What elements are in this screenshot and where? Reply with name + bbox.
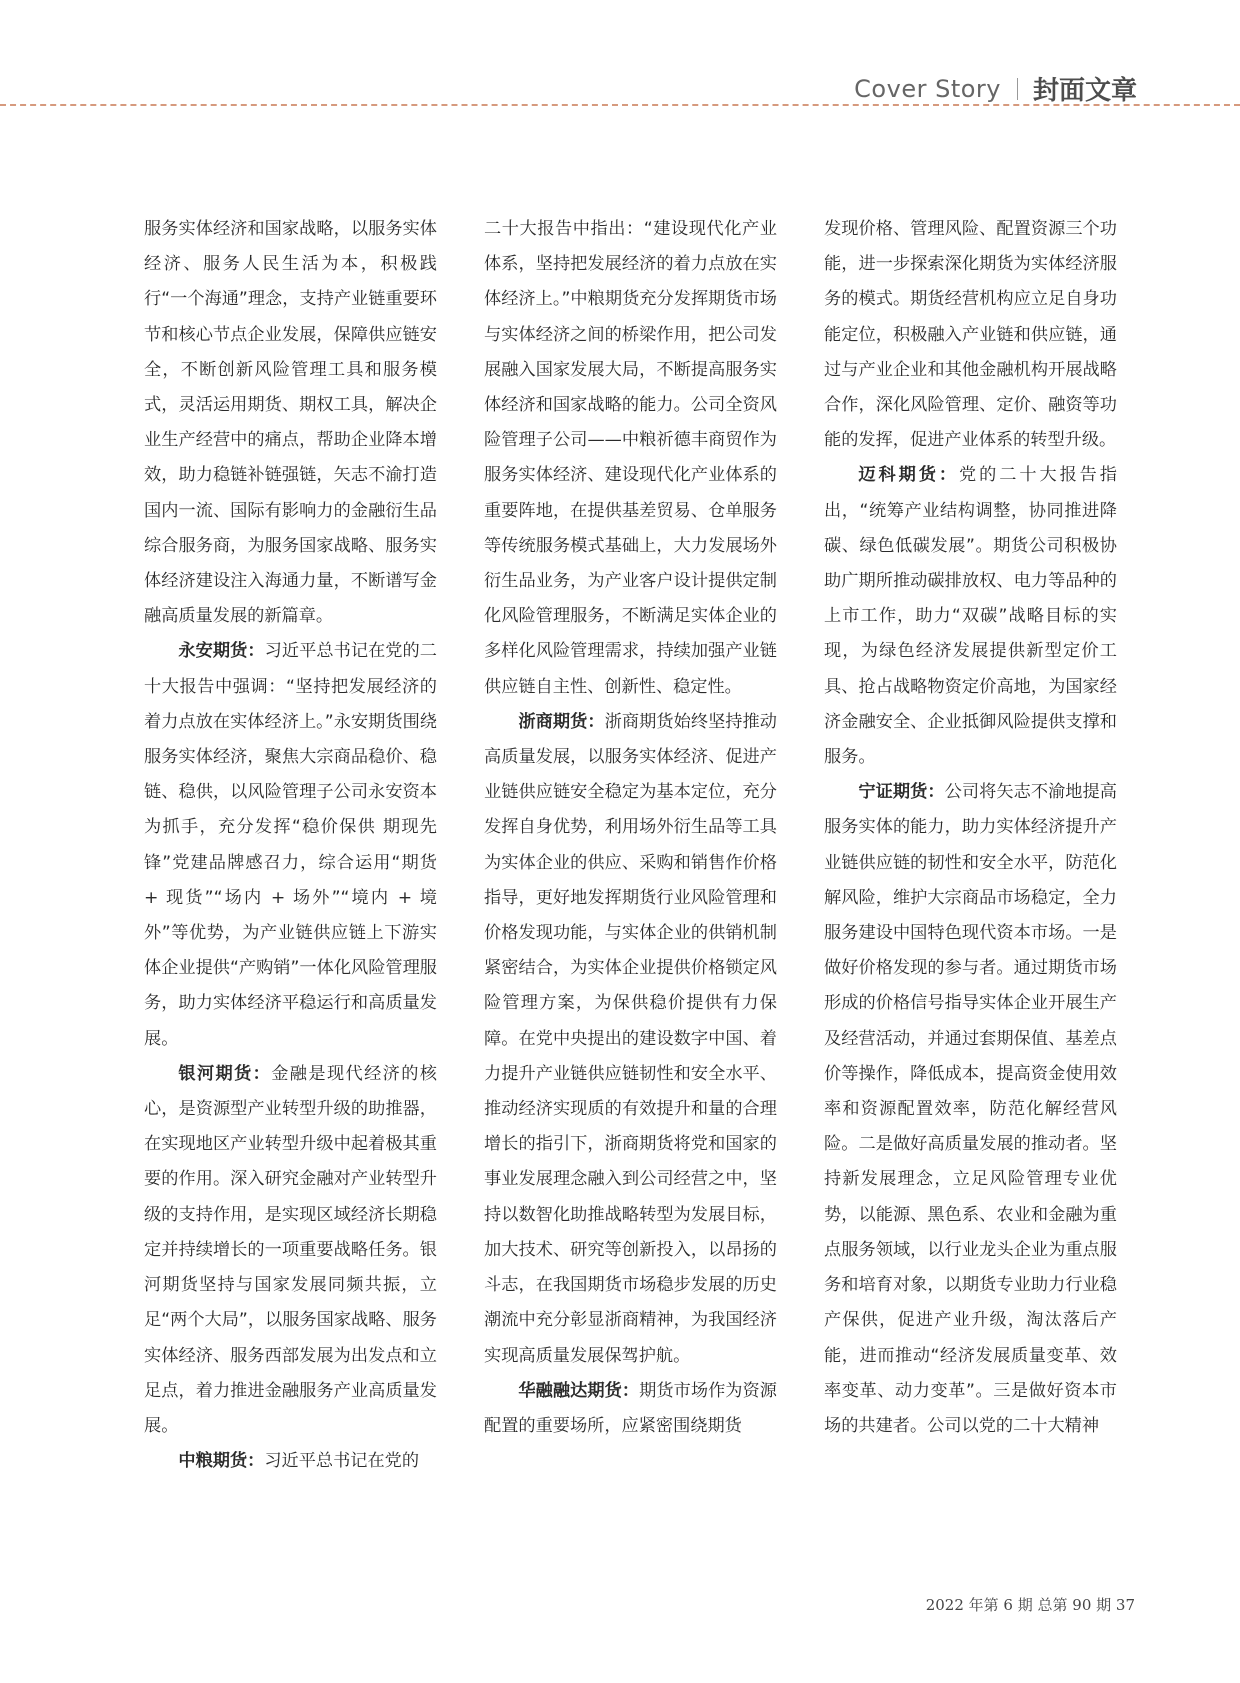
article-paragraph [144, 1444, 437, 1479]
paragraph-text: 期货市场作为资源配置的重要场所，应紧密围绕期货 [484, 1380, 777, 1436]
section-title-cn: 封面文章 [1032, 76, 1137, 106]
company-label: 中粮期货： [178, 1451, 265, 1472]
article-column-1 [144, 212, 437, 1479]
article-column-2 [484, 212, 777, 1479]
company-label: 宁证期货： [858, 782, 945, 803]
article-paragraph [824, 458, 1117, 775]
article-paragraph [144, 634, 437, 1056]
company-label: 华融融达期货： [518, 1380, 640, 1401]
company-label: 永安期货： [178, 641, 265, 662]
company-label: 银河期货： [178, 1063, 272, 1084]
paragraph-text: 浙商期货始终坚持推动高质量发展，以服务实体经济、促进产业链供应链安全稳定为基本定位，充分发挥自身优势，利用场外衍生品等工具为实体企业的供应、采购和销售作价格指导，更好地发挥期货行业风险管理和价格发现功能，与实体企业的供销机制紧密结合，为实体企业提供价格锁定风险管理方案，为保供稳价提供有力保障。在党中央提出的建设数字中国、着力提升产业链供应链韧性和安全水平、推动经济实现质的有效提升和量的合理增长的指引下，浙商期货将党和国家的事业发展理念融入到公司经营之中，坚持以数智化助推战略转型为发展目标，加大技术、研究等创新投入，以昂扬的斗志，在我国期货市场稳步发展的历史潮流中充分彰显浙商精神，为我国经济实现高质量发展保驾护航。 [484, 711, 777, 1366]
article-column-3 [824, 212, 1117, 1479]
paragraph-text: 二十大报告中指出：“建设现代化产业体系，坚持把发展经济的着力点放在实体经济上。”中粮期货充分发挥期货市场与实体经济之间的桥梁作用，把公司发展融入国家发展大局，不断提高服务实体经济和国家战略的能力。公司全资风险管理子公司——中粮祈德丰商贸作为服务实体经济、建设现代化产业体系的重要阵地，在提供基差贸易、仓单服务等传统服务模式基础上，大力发展场外衍生品业务，为产业客户设计提供定制化风险管理服务，不断满足实体企业的多样化风险管理需求，持续加强产业链供应链自主性、创新性、稳定性。 [484, 219, 777, 697]
paragraph-text: 习近平总书记在党的二十大报告中强调：“坚持把发展经济的着力点放在实体经济上。”永安期货围绕服务实体经济，聚焦大宗商品稳价、稳链、稳供，以风险管理子公司永安资本为抓手，充分发挥“稳价保供 期现先锋”党建品牌感召力，综合运用“期货 + 现货”“场内 + 场外”“境内 + 境外”等优势，为产业链供应链上下游实体企业提供“产购销”一体化风险管理服务，助力实体经济平稳运行和高质量发展。 [144, 641, 437, 1049]
paragraph-text: 公司将矢志不渝地提高服务实体的能力，助力实体经济提升产业链供应链的韧性和安全水平，防范化解风险，维护大宗商品市场稳定，全力服务建设中国特色现代资本市场。一是做好价格发现的参与者。通过期货市场形成的价格信号指导实体企业开展生产及经营活动，并通过套期保值、基差点价等操作，降低成本，提高资金使用效率和资源配置效率，防范化解经营风险。二是做好高质量发展的推动者。坚持新发展理念，立足风险管理专业优势，以能源、黑色系、农业和金融为重点服务领域，以行业龙头企业为重点服务和培育对象，以期货专业助力行业稳产保供，促进产业升级，淘汰落后产能，进而推动“经济发展质量变革、效率变革、动力变革”。三是做好资本市场的共建者。公司以党的二十大精神 [824, 782, 1117, 1436]
header-dashed-rule [0, 104, 1240, 106]
article-paragraph [824, 775, 1117, 1444]
paragraph-text: 发现价格、管理风险、配置资源三个功能，进一步探索深化期货为实体经济服务的模式。期货经营机构应立足自身功能定位，积极融入产业链和供应链，通过与产业企业和其他金融机构开展战略合作，深化风险管理、定价、融资等功能的发挥，促进产业体系的转型升级。 [824, 219, 1117, 451]
company-label: 浙商期货： [518, 711, 605, 732]
section-header [854, 70, 1137, 107]
article-paragraph [484, 1374, 777, 1444]
paragraph-text: 习近平总书记在党的 [264, 1451, 420, 1472]
article-paragraph [144, 212, 437, 634]
paragraph-text: 党的二十大报告指出，“统筹产业结构调整，协同推进降碳、绿色低碳发展”。期货公司积极协助广期所推动碳排放权、电力等品种的上市工作，助力“双碳”战略目标的实现，为绿色经济发展提供新型定价工具、抢占战略物资定价高地，为国家经济金融安全、企业抵御风险提供支撑和服务。 [824, 465, 1117, 768]
article-body [144, 212, 1117, 1479]
header-divider [1017, 78, 1018, 100]
page-footer: 2022 年第 6 期 总第 90 期 37 [925, 1596, 1135, 1614]
company-label: 迈科期货： [858, 465, 959, 486]
paragraph-text: 金融是现代经济的核心，是资源型产业转型升级的助推器，在实现地区产业转型升级中起着极其重要的作用。深入研究金融对产业转型升级的支持作用，是实现区域经济长期稳定并持续增长的一项重要战略任务。银河期货坚持与国家发展同频共振，立足“两个大局”，以服务国家战略、服务实体经济、服务西部发展为出发点和立足点，着力推进金融服务产业高质量发展。 [144, 1063, 437, 1436]
article-paragraph [144, 1057, 437, 1444]
article-paragraph [484, 705, 777, 1374]
article-paragraph [824, 212, 1117, 458]
section-title-en: Cover Story [854, 74, 1001, 103]
paragraph-text: 服务实体经济和国家战略，以服务实体经济、服务人民生活为本，积极践行“一个海通”理念，支持产业链重要环节和核心节点企业发展，保障供应链安全，不断创新风险管理工具和服务模式，灵活运用期货、期权工具，解决企业生产经营中的痛点，帮助企业降本增效，助力稳链补链强链，矢志不渝打造国内一流、国际有影响力的金融衍生品综合服务商，为服务国家战略、服务实体经济建设注入海通力量，不断谱写金融高质量发展的新篇章。 [144, 219, 437, 627]
article-paragraph [484, 212, 777, 705]
